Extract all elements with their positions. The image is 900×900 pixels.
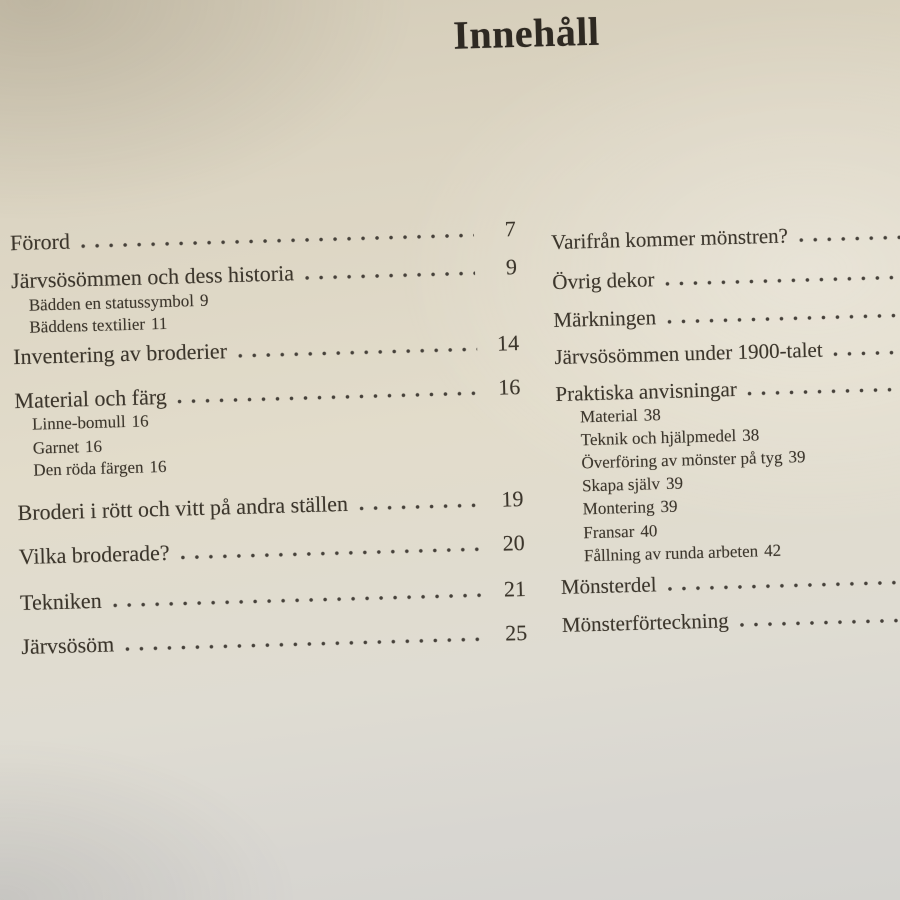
entry-page-number: 39: [788, 447, 806, 467]
toc-entry: [10, 216, 517, 256]
entry-label: Inventering av broderier: [12, 338, 228, 370]
entry-page-number: 25: [504, 619, 528, 646]
entry-label: Praktiska anvisningar: [555, 376, 738, 407]
toc-entry: [553, 296, 900, 333]
entry-label: Teknik och hjälpmedel: [580, 426, 737, 450]
entry-page-number: 16: [497, 374, 521, 400]
toc-entry: [551, 218, 900, 255]
toc-entry: [17, 486, 524, 526]
entry-label: Varifrån kommer mönstren?: [550, 223, 789, 255]
dot-leader: [181, 547, 483, 559]
dot-leader: [305, 271, 475, 280]
entry-page-number: 9: [505, 254, 518, 280]
dot-leader: [238, 347, 477, 358]
entry-page-number: 7: [504, 216, 517, 242]
entry-label: Material och färg: [14, 383, 168, 414]
toc-entry: [562, 601, 900, 638]
entry-page-number: 38: [741, 425, 760, 445]
dot-leader: [125, 637, 485, 651]
entry-label: Den röda färgen: [33, 457, 144, 480]
toc-entry: [552, 258, 900, 295]
entry-label: Överföring av mönster på tyg: [581, 447, 783, 473]
entry-label: Vilka broderade?: [18, 539, 170, 570]
toc-entry: [554, 333, 900, 370]
entry-label: Fållning av runda arbeten: [583, 541, 759, 566]
entry-label: Järvsösömmen och dess historia: [10, 260, 295, 294]
entry-page-number: 9: [199, 290, 209, 310]
toc-right-column: [551, 218, 900, 638]
entry-page-number: 42: [763, 540, 782, 561]
entry-page-number: 21: [503, 575, 527, 602]
toc-entry: [18, 530, 525, 570]
dot-leader: [81, 233, 474, 248]
entry-label: Märkningen: [553, 305, 657, 333]
entry-page-number: 19: [501, 485, 524, 512]
entry-label: Mönsterförteckning: [561, 608, 729, 637]
entry-page-number: 11: [150, 313, 168, 334]
entry-label: Skapa själv: [581, 474, 661, 496]
entry-page-number: 14: [496, 330, 520, 356]
entry-page-number: 16: [131, 411, 149, 431]
entry-page-number: 39: [665, 473, 684, 493]
toc-entry: [21, 620, 528, 660]
entry-page-number: 20: [502, 529, 525, 556]
entry-label: Broderi i rött och vitt på andra ställen: [17, 490, 349, 526]
entry-label: Mönsterdel: [560, 572, 657, 599]
entry-label: Montering: [582, 497, 655, 519]
entry-label: Bädden en statussymbol: [28, 291, 195, 315]
entry-label: Förord: [9, 228, 71, 256]
dot-leader: [748, 387, 900, 396]
dot-leader: [665, 275, 900, 286]
entry-page-number: 39: [660, 496, 678, 517]
dot-leader: [799, 235, 900, 243]
dot-leader: [113, 593, 484, 607]
entry-label: Fransar: [583, 521, 635, 543]
dot-leader: [740, 617, 900, 627]
entry-page-number: 16: [84, 436, 103, 457]
entry-label: Järvsösöm: [20, 631, 115, 660]
toc-entry: [20, 576, 527, 616]
entry-page-number: 16: [149, 456, 167, 477]
entry-page-number: 40: [640, 521, 658, 541]
toc-left-column: [10, 216, 528, 660]
entry-label: Övrig dekor: [552, 267, 655, 295]
entry-label: Tekniken: [19, 587, 102, 616]
entry-label: Linne-bomull: [31, 412, 126, 434]
dot-leader: [667, 313, 900, 324]
entry-label: Garnet: [32, 437, 80, 458]
toc-entry: [561, 563, 900, 600]
entry-label: Järvsösömmen under 1900-talet: [554, 337, 823, 370]
page-title: Innehåll: [452, 8, 601, 58]
entry-label: Material: [579, 405, 638, 427]
dot-leader: [834, 350, 900, 357]
entry-label: Bäddens textilier: [29, 314, 146, 337]
dot-leader: [359, 503, 482, 510]
entry-page-number: 38: [643, 405, 661, 425]
dot-leader: [668, 579, 900, 591]
